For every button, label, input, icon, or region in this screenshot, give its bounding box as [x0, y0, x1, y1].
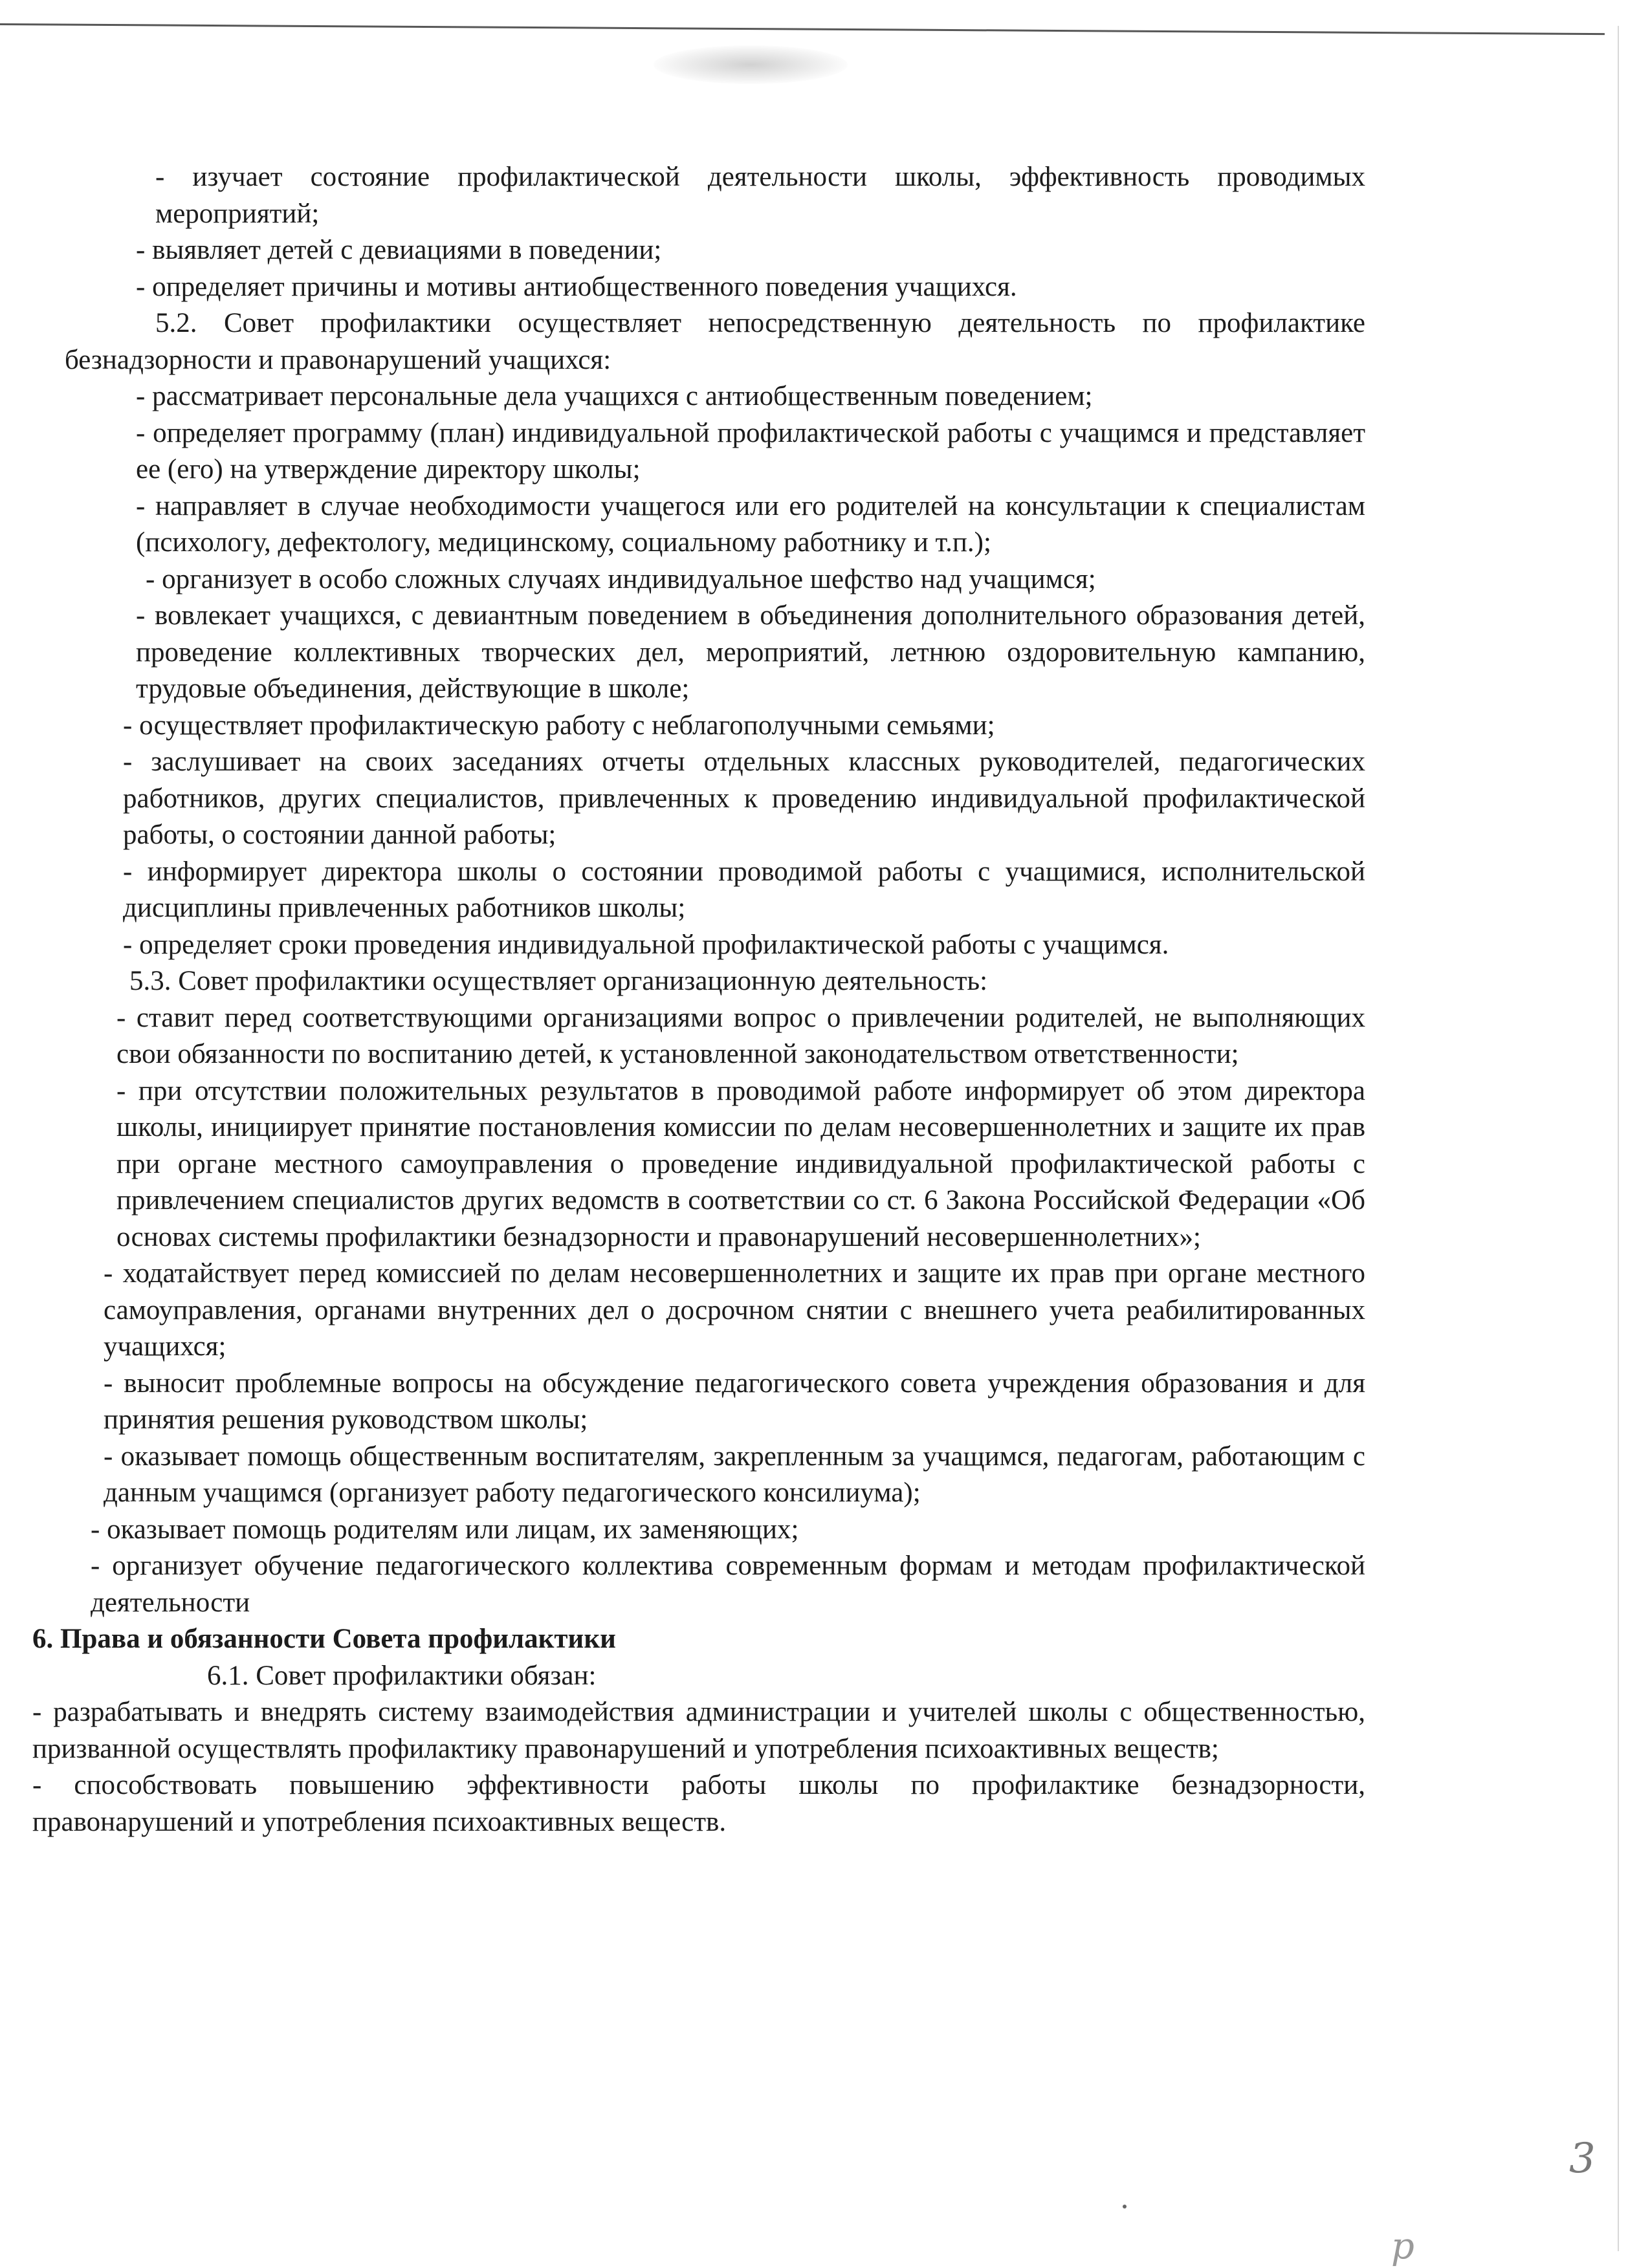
- list-item: - при отсутствии положительных результатов в проводимой работе информирует об этом директора школы, инициирует принятие постановления комиссии по делам несовершеннолетних и защите их прав при органе местного самоуправления о проведение индивидуальной профилактической работы с привлечением специалистов других ведомств в соответствии со ст. 6 Закона Российской Федерации «Об основах системы профилактики безнадзорности и правонарушений несовершеннолетних»;: [116, 1075, 1365, 1252]
- clause-6-1-heading: 6.1. Совет профилактики обязан:: [207, 1660, 597, 1691]
- clause-5-3-heading: 5.3. Совет профилактики осуществляет организационную деятельность:: [129, 966, 988, 996]
- scan-top-edge: [0, 23, 1605, 35]
- section-6-heading: 6. Права и обязанности Совета профилактики: [32, 1624, 616, 1654]
- scan-dot: [1123, 2205, 1127, 2208]
- list-item: - определяет причины и мотивы антиобщественного поведения учащихся.: [136, 271, 1017, 302]
- list-item: - осуществляет профилактическую работу с неблагополучными семьями;: [123, 710, 995, 741]
- scan-smudge: [654, 45, 848, 84]
- list-item: - оказывает помощь родителям или лицам, их заменяющих;: [91, 1514, 799, 1545]
- list-item: - способствовать повышению эффективности работы школы по профилактике безнадзорности, правонарушений и употребления психоактивных веществ.: [32, 1770, 1365, 1837]
- list-item: - оказывает помощь общественным воспитателям, закрепленным за учащимся, педагогам, работающим с данным учащимся (организует работу педагогического консилиума);: [104, 1441, 1365, 1508]
- list-item: - информирует директора школы о состоянии проводимой работы с учащимися, исполнительской дисциплины привлеченных работников школы;: [123, 856, 1365, 923]
- handwritten-mark: р: [1391, 2225, 1414, 2267]
- list-item: - выявляет детей с девиациями в поведении;: [136, 235, 662, 265]
- list-item: - вовлекает учащихся, с девиантным поведением в объединения дополнительного образования детей, проведение коллективных творческих дел, мероприятий, летнюю оздоровительную кампанию, трудовые объединения, действующие в школе;: [136, 600, 1365, 704]
- list-item: - ходатайствует перед комиссией по делам несовершеннолетних и защите их прав при органе местного самоуправления, органами внутренних дел о досрочном снятии с внешнего учета реабилитированных учащихся;: [104, 1258, 1365, 1362]
- list-item: - изучает состояние профилактической деятельности школы, эффективность проводимых мероприятий;: [155, 162, 1365, 229]
- scan-right-edge: [1618, 26, 1619, 2251]
- list-item: - определяет сроки проведения индивидуальной профилактической работы с учащимся.: [123, 929, 1169, 960]
- clause-5-2-heading: 5.2. Совет профилактики осуществляет непосредственную деятельность по профилактике безнадзорности и правонарушений учащихся:: [65, 308, 1365, 375]
- list-item: - направляет в случае необходимости учащегося или его родителей на консультации к специалистам (психологу, дефектологу, медицинскому, социальному работнику и т.п.);: [136, 490, 1365, 558]
- list-item: - организует в особо сложных случаях индивидуальное шефство над учащимся;: [146, 563, 1096, 594]
- list-item: - организует обучение педагогического коллектива современным формам и методам профилактической деятельности: [91, 1551, 1365, 1618]
- list-item: - разрабатывать и внедрять систему взаимодействия администрации и учителей школы с общественностью, призванной осуществлять профилактику правонарушений и употребления психоактивных веществ;: [32, 1697, 1365, 1764]
- list-item: - выносит проблемные вопросы на обсуждение педагогического совета учреждения образования и для принятия решения руководством школы;: [104, 1368, 1365, 1435]
- list-item: - заслушивает на своих заседаниях отчеты отдельных классных руководителей, педагогических работников, других специалистов, привлеченных к проведению индивидуальной профилактической работы, о состоянии данной работы;: [123, 747, 1365, 850]
- list-item: - ставит перед соответствующими организациями вопрос о привлечении родителей, не выполняющих свои обязанности по воспитанию детей, к установленной законодательством ответственности;: [116, 1002, 1365, 1069]
- list-item: - рассматривает персональные дела учащихся с антиобщественным поведением;: [136, 381, 1093, 411]
- document-body: [32, 159, 1365, 1840]
- page-number: 3: [1569, 2135, 1596, 2183]
- list-item: - определяет программу (план) индивидуальной профилактической работы с учащимся и представляет ее (его) на утверждение директору школы;: [136, 417, 1365, 485]
